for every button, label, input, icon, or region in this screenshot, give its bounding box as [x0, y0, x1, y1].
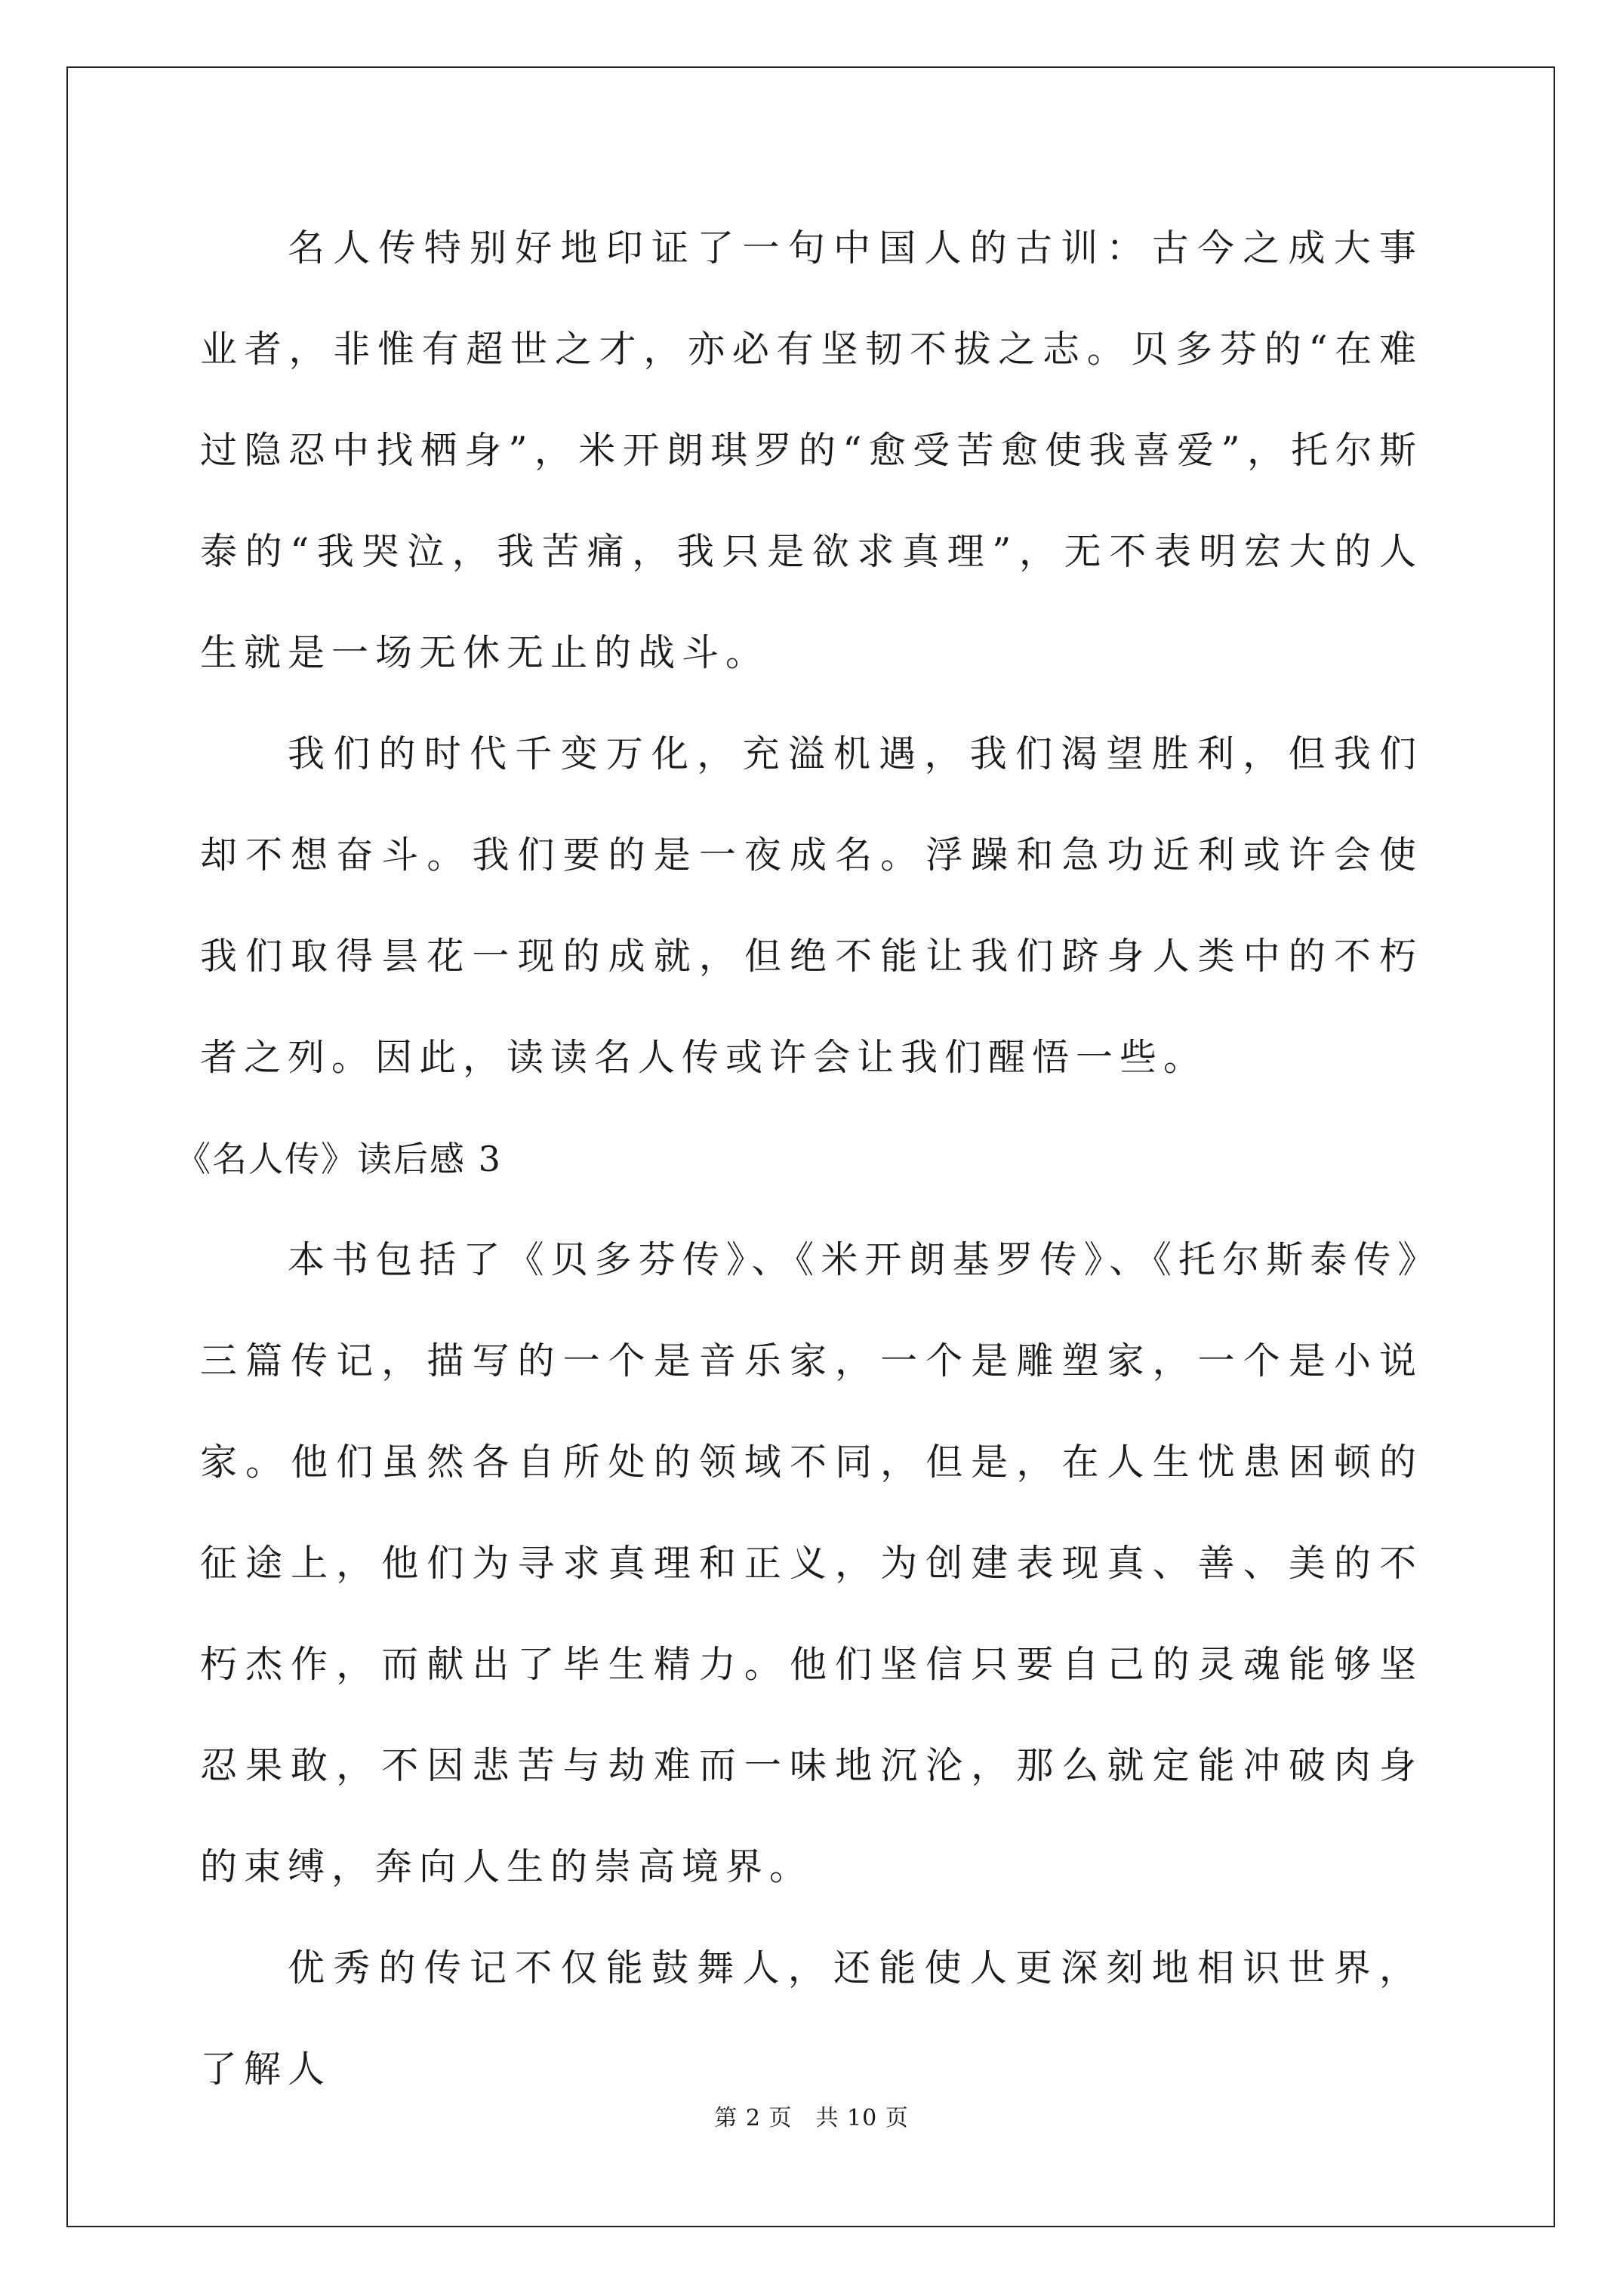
- paragraph-3: 本书包括了《贝多芬传》、《米开朗基罗传》、《托尔斯泰传》三篇传记，描写的一个是音乐家，一个是雕塑家，一个是小说家。他们虽然各自所处的领域不同，但是，在人生忧患困顿的征途上，他们为寻求真理和正义，为创建表现真、善、美的不朽杰作，而献出了毕生精力。他们坚信只要自己的灵魂能够坚忍果敢，不因悲苦与劫难而一味地沉沦，那么就定能冲破肉身的束缚，奔向人生的崇高境界。: [200, 1238, 1423, 1888]
- paragraph-4: 优秀的传记不仅能鼓舞人，还能使人更深刻地相识世界，了解人: [200, 1946, 1423, 2091]
- section-heading: 《名人传》读后感 3: [176, 1139, 502, 1179]
- paragraph-1: 名人传特别好地印证了一句中国人的古训：古今之成大事业者，非惟有超世之才，亦必有坚韧不拔之志。贝多芬的“在难过隐忍中找栖身”，米开朗琪罗的“愈受苦愈使我喜爱”，托尔斯泰的“我哭泣，我苦痛，我只是欲求真理”，无不表明宏大的人生就是一场无休无止的战斗。: [200, 227, 1423, 674]
- page-footer: 第 2 页 共 10 页: [714, 2105, 909, 2131]
- document-body: [176, 198, 1423, 2120]
- paragraph-2: 我们的时代千变万化，充溢机遇，我们渴望胜利，但我们却不想奋斗。我们要的是一夜成名。浮躁和急功近利或许会使我们取得昙花一现的成就，但绝不能让我们跻身人类中的不朽者之列。因此，读读名人传或许会让我们醒悟一些。: [200, 732, 1423, 1079]
